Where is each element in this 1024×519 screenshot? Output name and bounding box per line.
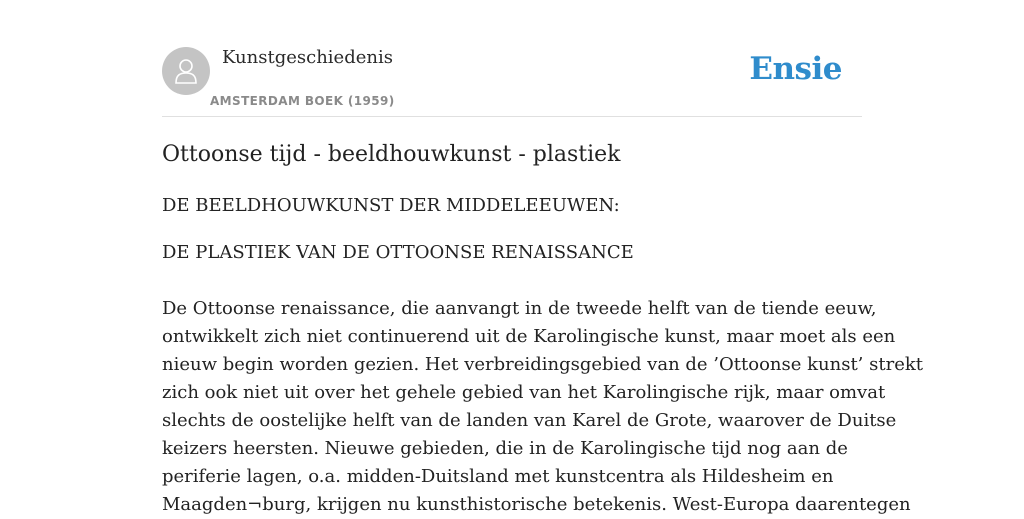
category-link[interactable]: Kunstgeschiedenis [222,47,393,68]
article-body [162,295,923,519]
body-line: keizers heersten. Nieuwe gebieden, die in de Karolingische tijd nog aan de [162,438,848,459]
page [162,0,923,515]
body-line: De Ottoonse renaissance, die aanvangt in de tweede helft van de tiende eeuw, [162,298,877,319]
body-line: Maagden¬burg, krijgen nu kunsthistorische betekenis. West-Europa daarentegen [162,494,911,515]
body-line: nieuw begin worden gezien. Het verbreidingsgebied van de ’Ottoonse kunst’ strekt [162,354,923,375]
ensie-logo[interactable]: Ensie [749,51,842,87]
user-icon [174,57,198,85]
article-subheading: DE PLASTIEK VAN DE OTTOONSE RENAISSANCE [162,242,634,263]
header [162,0,862,117]
body-line: ontwikkelt zich niet continuerend uit de Karolingische kunst, maar moet als een [162,326,896,347]
avatar[interactable] [162,47,210,95]
article-title: Ottoonse tijd - beeldhouwkunst - plastiek [162,142,621,167]
body-line: zich ook niet uit over het gehele gebied van het Karolingische rijk, maar omvat [162,382,886,403]
body-line: slechts de oostelijke helft van de landen van Karel de Grote, waarover de Duitse [162,410,897,431]
article-subheading: DE BEELDHOUWKUNST DER MIDDELEEUWEN: [162,195,620,216]
source-label: AMSTERDAM BOEK (1959) [210,94,395,108]
body-line: periferie lagen, o.a. midden-Duitsland met kunstcentra als Hildesheim en [162,466,834,487]
